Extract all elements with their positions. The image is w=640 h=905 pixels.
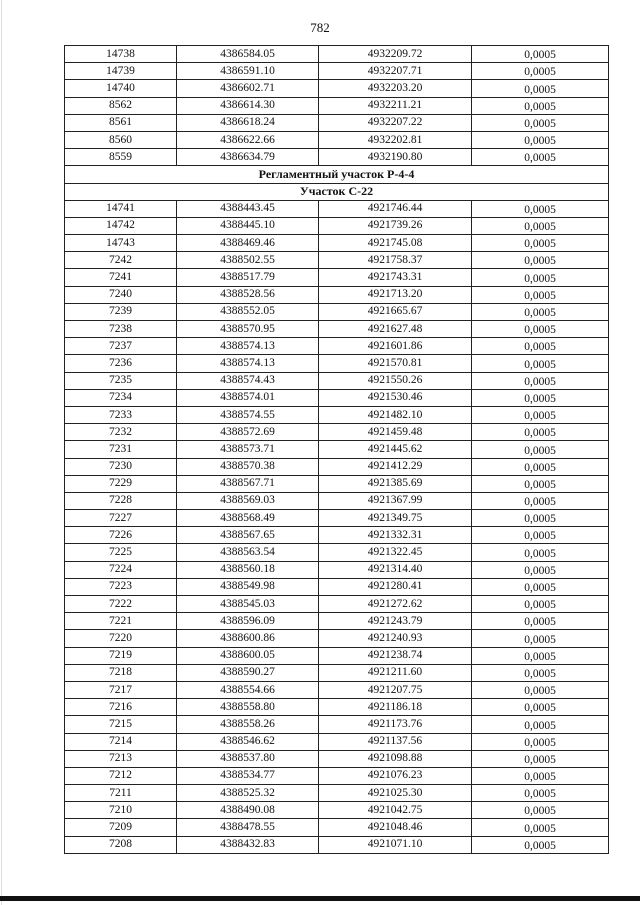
table-row — [65, 492, 609, 509]
accuracy: 0,0005 — [472, 767, 609, 784]
accuracy: 0,0005 — [472, 406, 609, 423]
x-coordinate: 4388574.13 — [177, 338, 319, 355]
x-coordinate: 4388600.86 — [177, 630, 319, 647]
accuracy: 0,0005 — [472, 338, 609, 355]
table-row — [65, 733, 609, 750]
x-coordinate: 4388569.03 — [177, 492, 319, 509]
point-number: 7241 — [65, 269, 177, 286]
y-coordinate: 4921746.44 — [319, 200, 472, 217]
table-body-top — [65, 46, 609, 166]
y-coordinate: 4921530.46 — [319, 389, 472, 406]
accuracy: 0,0005 — [472, 836, 609, 853]
accuracy: 0,0005 — [472, 664, 609, 681]
point-number: 7235 — [65, 372, 177, 389]
x-coordinate: 4388573.71 — [177, 441, 319, 458]
point-number: 7229 — [65, 475, 177, 492]
table-row — [65, 252, 609, 269]
table-row — [65, 681, 609, 698]
y-coordinate: 4921550.26 — [319, 372, 472, 389]
table-row — [65, 750, 609, 767]
y-coordinate: 4921186.18 — [319, 699, 472, 716]
point-number: 7225 — [65, 544, 177, 561]
accuracy: 0,0005 — [472, 544, 609, 561]
accuracy: 0,0005 — [472, 785, 609, 802]
x-coordinate: 4386602.71 — [177, 80, 319, 97]
point-number: 14742 — [65, 217, 177, 234]
table-row — [65, 338, 609, 355]
accuracy: 0,0005 — [472, 733, 609, 750]
page-number: 782 — [310, 20, 330, 35]
table-row — [65, 510, 609, 527]
point-number: 14738 — [65, 46, 177, 63]
point-number: 7217 — [65, 681, 177, 698]
accuracy: 0,0005 — [472, 681, 609, 698]
point-number: 7227 — [65, 510, 177, 527]
x-coordinate: 4386618.24 — [177, 114, 319, 131]
accuracy: 0,0005 — [472, 699, 609, 716]
point-number: 7214 — [65, 733, 177, 750]
point-number: 7228 — [65, 492, 177, 509]
table-body-bottom — [65, 200, 609, 853]
table-row — [65, 613, 609, 630]
x-coordinate: 4388570.95 — [177, 321, 319, 338]
point-number: 7219 — [65, 647, 177, 664]
accuracy: 0,0005 — [472, 458, 609, 475]
accuracy: 0,0005 — [472, 131, 609, 148]
y-coordinate: 4921459.48 — [319, 424, 472, 441]
x-coordinate: 4388552.05 — [177, 303, 319, 320]
point-number: 7208 — [65, 836, 177, 853]
accuracy: 0,0005 — [472, 424, 609, 441]
table-row — [65, 200, 609, 217]
point-number: 7237 — [65, 338, 177, 355]
section-title: Регламентный участок Р-4-4 — [65, 166, 609, 183]
y-coordinate: 4921570.81 — [319, 355, 472, 372]
point-number: 7226 — [65, 527, 177, 544]
point-number: 7209 — [65, 819, 177, 836]
x-coordinate: 4388574.01 — [177, 389, 319, 406]
table-row — [65, 767, 609, 784]
point-number: 14741 — [65, 200, 177, 217]
x-coordinate: 4388443.45 — [177, 200, 319, 217]
table-row — [65, 699, 609, 716]
table-row — [65, 286, 609, 303]
table-row — [65, 131, 609, 148]
subsection-title: Участок С-22 — [65, 183, 609, 200]
accuracy: 0,0005 — [472, 200, 609, 217]
y-coordinate: 4921173.76 — [319, 716, 472, 733]
table-row — [65, 596, 609, 613]
accuracy: 0,0005 — [472, 149, 609, 166]
x-coordinate: 4388574.13 — [177, 355, 319, 372]
x-coordinate: 4388567.65 — [177, 527, 319, 544]
table-row — [65, 46, 609, 63]
x-coordinate: 4388590.27 — [177, 664, 319, 681]
accuracy: 0,0005 — [472, 527, 609, 544]
table-row — [65, 424, 609, 441]
x-coordinate: 4388545.03 — [177, 596, 319, 613]
coordinates-table — [64, 45, 609, 854]
x-coordinate: 4388596.09 — [177, 613, 319, 630]
y-coordinate: 4932209.72 — [319, 46, 472, 63]
scan-edge — [1, 0, 2, 905]
accuracy: 0,0005 — [472, 613, 609, 630]
table-row — [65, 664, 609, 681]
accuracy: 0,0005 — [472, 372, 609, 389]
y-coordinate: 4921243.79 — [319, 613, 472, 630]
y-coordinate: 4921445.62 — [319, 441, 472, 458]
point-number: 7223 — [65, 578, 177, 595]
section-headers — [65, 166, 609, 200]
table-row — [65, 647, 609, 664]
accuracy: 0,0005 — [472, 252, 609, 269]
table-row — [65, 303, 609, 320]
x-coordinate: 4386614.30 — [177, 97, 319, 114]
point-number: 7211 — [65, 785, 177, 802]
table-row — [65, 544, 609, 561]
x-coordinate: 4388570.38 — [177, 458, 319, 475]
accuracy: 0,0005 — [472, 441, 609, 458]
table-row — [65, 80, 609, 97]
point-number: 7230 — [65, 458, 177, 475]
x-coordinate: 4388554.66 — [177, 681, 319, 698]
accuracy: 0,0005 — [472, 561, 609, 578]
table-row — [65, 406, 609, 423]
table-row — [65, 97, 609, 114]
y-coordinate: 4921207.75 — [319, 681, 472, 698]
accuracy: 0,0005 — [472, 492, 609, 509]
accuracy: 0,0005 — [472, 475, 609, 492]
x-coordinate: 4388525.32 — [177, 785, 319, 802]
point-number: 7236 — [65, 355, 177, 372]
accuracy: 0,0005 — [472, 303, 609, 320]
x-coordinate: 4388537.80 — [177, 750, 319, 767]
y-coordinate: 4921739.26 — [319, 217, 472, 234]
y-coordinate: 4932203.20 — [319, 80, 472, 97]
point-number: 8560 — [65, 131, 177, 148]
point-number: 7238 — [65, 321, 177, 338]
table-row — [65, 716, 609, 733]
accuracy: 0,0005 — [472, 321, 609, 338]
y-coordinate: 4921071.10 — [319, 836, 472, 853]
table-row — [65, 441, 609, 458]
point-number: 7213 — [65, 750, 177, 767]
x-coordinate: 4388560.18 — [177, 561, 319, 578]
y-coordinate: 4921280.41 — [319, 578, 472, 595]
accuracy: 0,0005 — [472, 596, 609, 613]
y-coordinate: 4921314.40 — [319, 561, 472, 578]
accuracy: 0,0005 — [472, 269, 609, 286]
table-row — [65, 458, 609, 475]
x-coordinate: 4388568.49 — [177, 510, 319, 527]
x-coordinate: 4386591.10 — [177, 63, 319, 80]
table-row — [65, 836, 609, 853]
x-coordinate: 4388528.56 — [177, 286, 319, 303]
point-number: 7240 — [65, 286, 177, 303]
accuracy: 0,0005 — [472, 750, 609, 767]
accuracy: 0,0005 — [472, 217, 609, 234]
x-coordinate: 4386584.05 — [177, 46, 319, 63]
scan-bottom-border — [0, 896, 640, 901]
table-row — [65, 321, 609, 338]
table-row — [65, 355, 609, 372]
y-coordinate: 4932190.80 — [319, 149, 472, 166]
x-coordinate: 4388432.83 — [177, 836, 319, 853]
y-coordinate: 4921042.75 — [319, 802, 472, 819]
y-coordinate: 4932211.21 — [319, 97, 472, 114]
point-number: 7234 — [65, 389, 177, 406]
x-coordinate: 4386622.66 — [177, 131, 319, 148]
y-coordinate: 4921240.93 — [319, 630, 472, 647]
table-row — [65, 527, 609, 544]
y-coordinate: 4921272.62 — [319, 596, 472, 613]
table-row — [65, 114, 609, 131]
y-coordinate: 4921211.60 — [319, 664, 472, 681]
y-coordinate: 4921367.99 — [319, 492, 472, 509]
y-coordinate: 4921025.30 — [319, 785, 472, 802]
y-coordinate: 4921743.31 — [319, 269, 472, 286]
x-coordinate: 4388574.55 — [177, 406, 319, 423]
accuracy: 0,0005 — [472, 819, 609, 836]
table-row — [65, 785, 609, 802]
table-row — [65, 63, 609, 80]
table-row — [65, 269, 609, 286]
accuracy: 0,0005 — [472, 716, 609, 733]
table-row — [65, 389, 609, 406]
y-coordinate: 4932207.71 — [319, 63, 472, 80]
point-number: 7233 — [65, 406, 177, 423]
y-coordinate: 4921076.23 — [319, 767, 472, 784]
subsection-row — [65, 183, 609, 200]
accuracy: 0,0005 — [472, 647, 609, 664]
accuracy: 0,0005 — [472, 510, 609, 527]
point-number: 8562 — [65, 97, 177, 114]
x-coordinate: 4388546.62 — [177, 733, 319, 750]
y-coordinate: 4921627.48 — [319, 321, 472, 338]
table-row — [65, 475, 609, 492]
point-number: 7222 — [65, 596, 177, 613]
accuracy: 0,0005 — [472, 355, 609, 372]
x-coordinate: 4388549.98 — [177, 578, 319, 595]
y-coordinate: 4932202.81 — [319, 131, 472, 148]
accuracy: 0,0005 — [472, 63, 609, 80]
point-number: 7239 — [65, 303, 177, 320]
x-coordinate: 4388600.05 — [177, 647, 319, 664]
y-coordinate: 4921098.88 — [319, 750, 472, 767]
point-number: 7231 — [65, 441, 177, 458]
y-coordinate: 4921238.74 — [319, 647, 472, 664]
table-row — [65, 217, 609, 234]
point-number: 14743 — [65, 235, 177, 252]
table-row — [65, 630, 609, 647]
table-row — [65, 819, 609, 836]
table-row — [65, 235, 609, 252]
table-row — [65, 802, 609, 819]
y-coordinate: 4921349.75 — [319, 510, 472, 527]
x-coordinate: 4388517.79 — [177, 269, 319, 286]
y-coordinate: 4921758.37 — [319, 252, 472, 269]
y-coordinate: 4921412.29 — [319, 458, 472, 475]
point-number: 8561 — [65, 114, 177, 131]
accuracy: 0,0005 — [472, 46, 609, 63]
point-number: 7242 — [65, 252, 177, 269]
y-coordinate: 4921482.10 — [319, 406, 472, 423]
table-row — [65, 149, 609, 166]
y-coordinate: 4921713.20 — [319, 286, 472, 303]
accuracy: 0,0005 — [472, 97, 609, 114]
point-number: 7224 — [65, 561, 177, 578]
x-coordinate: 4388558.80 — [177, 699, 319, 716]
y-coordinate: 4921137.56 — [319, 733, 472, 750]
y-coordinate: 4921048.46 — [319, 819, 472, 836]
accuracy: 0,0005 — [472, 389, 609, 406]
point-number: 7220 — [65, 630, 177, 647]
point-number: 7210 — [65, 802, 177, 819]
point-number: 14739 — [65, 63, 177, 80]
accuracy: 0,0005 — [472, 235, 609, 252]
section-row — [65, 166, 609, 183]
accuracy: 0,0005 — [472, 578, 609, 595]
point-number: 8559 — [65, 149, 177, 166]
x-coordinate: 4388469.46 — [177, 235, 319, 252]
y-coordinate: 4921665.67 — [319, 303, 472, 320]
y-coordinate: 4921601.86 — [319, 338, 472, 355]
point-number: 7221 — [65, 613, 177, 630]
table-row — [65, 372, 609, 389]
x-coordinate: 4388558.26 — [177, 716, 319, 733]
y-coordinate: 4921322.45 — [319, 544, 472, 561]
table-row — [65, 578, 609, 595]
x-coordinate: 4386634.79 — [177, 149, 319, 166]
y-coordinate: 4932207.22 — [319, 114, 472, 131]
point-number: 14740 — [65, 80, 177, 97]
x-coordinate: 4388445.10 — [177, 217, 319, 234]
x-coordinate: 4388572.69 — [177, 424, 319, 441]
point-number: 7212 — [65, 767, 177, 784]
point-number: 7215 — [65, 716, 177, 733]
table-row — [65, 561, 609, 578]
x-coordinate: 4388534.77 — [177, 767, 319, 784]
accuracy: 0,0005 — [472, 802, 609, 819]
x-coordinate: 4388574.43 — [177, 372, 319, 389]
y-coordinate: 4921332.31 — [319, 527, 472, 544]
accuracy: 0,0005 — [472, 80, 609, 97]
y-coordinate: 4921385.69 — [319, 475, 472, 492]
point-number: 7216 — [65, 699, 177, 716]
x-coordinate: 4388490.08 — [177, 802, 319, 819]
accuracy: 0,0005 — [472, 630, 609, 647]
x-coordinate: 4388567.71 — [177, 475, 319, 492]
x-coordinate: 4388502.55 — [177, 252, 319, 269]
accuracy: 0,0005 — [472, 286, 609, 303]
point-number: 7218 — [65, 664, 177, 681]
x-coordinate: 4388478.55 — [177, 819, 319, 836]
point-number: 7232 — [65, 424, 177, 441]
x-coordinate: 4388563.54 — [177, 544, 319, 561]
accuracy: 0,0005 — [472, 114, 609, 131]
y-coordinate: 4921745.08 — [319, 235, 472, 252]
